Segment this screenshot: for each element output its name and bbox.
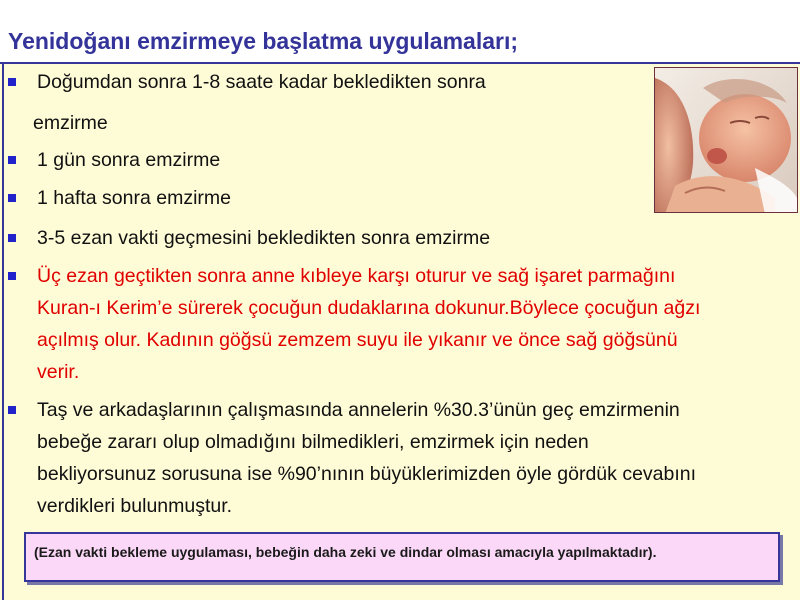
square-bullet-icon xyxy=(8,156,16,164)
bullet-text-continued: açılmış olur. Kadının göğsü zemzem suyu ile yıkanır ve önce sağ göğsünü xyxy=(37,329,678,351)
note-text: (Ezan vakti bekleme uygulaması, bebeğin daha zeki ve dindar olması amacıyla yapılmaktadır). xyxy=(34,544,657,560)
square-bullet-icon xyxy=(8,194,16,202)
bullet-text-continued: bekliyorsunuz sorusuna ise %90’nının büyüklerimizden öyle gördük cevabını xyxy=(37,463,697,485)
bullet-text: 3-5 ezan vakti geçmesini bekledikten sonra emzirme xyxy=(37,227,491,249)
bullet-text-continued: verdikleri bulunmuştur. xyxy=(37,495,233,517)
breastfeeding-newborn-photo xyxy=(654,67,798,213)
slide-title: Yenidoğanı emzirmeye başlatma uygulamaları; xyxy=(8,28,519,54)
note-box xyxy=(24,532,780,582)
bullet-text-continued: bebeğe zararı olup olmadığını bilmedikleri, emzirmek için neden xyxy=(37,431,589,453)
bullet-text: Taş ve arkadaşlarının çalışmasında annelerin %30.3’ünün geç emzirmenin xyxy=(37,399,680,421)
bullet-text: Doğumdan sonra 1-8 saate kadar bekledikten sonra xyxy=(37,71,486,93)
bullet-text-continued: Kuran-ı Kerim’e sürerek çocuğun dudaklarına dokunur.Böylece çocuğun ağzı xyxy=(37,297,701,319)
square-bullet-icon xyxy=(8,234,16,242)
panel-left-border xyxy=(2,64,4,600)
bullet-text: Üç ezan geçtikten sonra anne kıbleye karşı oturur ve sağ işaret parmağını xyxy=(37,265,676,287)
bullet-text: 1 gün sonra emzirme xyxy=(37,149,221,171)
square-bullet-icon xyxy=(8,78,16,86)
bullet-text-continued: emzirme xyxy=(33,112,108,134)
bullet-text: 1 hafta sonra emzirme xyxy=(37,187,232,209)
bullet-text-continued: verir. xyxy=(37,361,80,383)
square-bullet-icon xyxy=(8,272,16,280)
square-bullet-icon xyxy=(8,406,16,414)
